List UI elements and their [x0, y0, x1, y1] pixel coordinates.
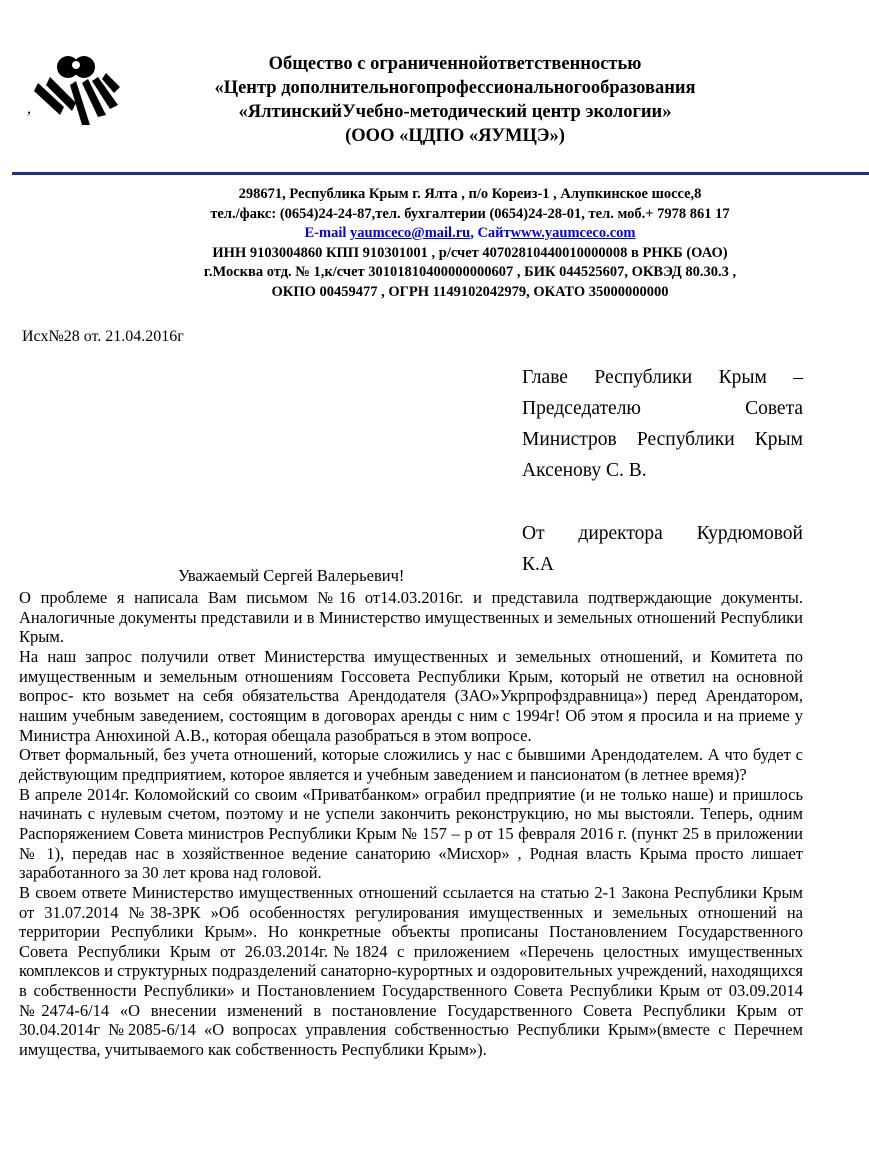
body-paragraph: О проблеме я написала Вам письмом №16 от14.03.2016г. и представила подтверждающие документы. Аналогичные документы представили и в Министерство имущественных и земельных отношений Республики Крым.	[19, 588, 803, 647]
bank-line: г.Москва отд. № 1,к/счет 30101810400000000607 , БИК 044525607, ОКВЭД 80.30.3 ,	[203, 264, 737, 280]
org-line: «Центр дополнительногопрофессиональногообразования	[214, 78, 696, 98]
addressee-line: Главе Республики Крым –	[522, 367, 803, 388]
addressee-block	[522, 362, 803, 580]
email-prefix: E-mail	[304, 225, 350, 241]
body-paragraph: В своем ответе Министерство имущественных отношений ссылается на статью 2-1 Закона Республики Крым от 31.07.2014 №38-ЗРК »Об особенностях регулирования имущественных и земельных отношений на территории Республики Крым». Но конкретные объекты прописаны Постановлением Государственного Совета Республики Крым от 26.03.2014г.№1824 с приложением «Перечень целостных имущественных комплексов и структурных подразделений санаторно-курортных и оздоровительных учреждений, находящихся в собственности Республики» и Постановлением Государственного Совета Республики Крым от 03.09.2014 №2474-6/14 «О внесении изменений в постановление Государственного Совета Республики Крым от 30.04.2014г №2085-6/14 «О вопросах управления собственностью Республики Крым»(вместе с Перечнем имущества, учитываемого как собственность Республики Крым»).	[19, 882, 803, 1060]
letter-body	[19, 588, 803, 1060]
logo-icon	[30, 55, 120, 125]
codes-line: ОКПО 00459477 , ОГРН 1149102042979, ОКАТО 35000000000	[271, 283, 669, 300]
body-paragraph: Ответ формальный, без учета отношений, которые сложились у нас с бывшими Арендодателем. А что будет с действующим предприятием, которое является и учебным заведением и пансионатом (в летнее время)?	[19, 745, 803, 784]
sender-line: К.А	[522, 554, 554, 575]
body-paragraph: На наш запрос получили ответ Министерства имущественных и земельных отношений, и Комитета по имущественным и земельным отношениям Госсовета Республики Крым, который не ответил на основной вопрос- кто возьмет на себя обязательства Арендодателя (ЗАО»Укрпрофздравница») перед Арендатором, нашим учебным заведением, состоящим в договорах аренды с ним с 1994г! Об этом я просила и на приеме у Министра Анюхиной А.В., которая обещала разобраться в этом вопросе.	[19, 646, 803, 745]
addressee-line: Министров Республики Крым	[522, 429, 803, 450]
phones-line: тел./факс: (0654)24-24-87,тел. бухгалтерии (0654)24-28-01, тел. моб.+ 7978 861 17	[210, 205, 730, 222]
contact-block	[100, 185, 840, 302]
email-link[interactable]: yaumceco@mail.ru	[350, 225, 471, 241]
website-link[interactable]: www.yaumceco.com	[510, 225, 636, 241]
org-line: (ООО «ЦДПО «ЯУМЦЭ»)	[345, 126, 565, 146]
email-site-line	[100, 224, 840, 244]
addressee-line: Аксенову С. В.	[522, 460, 647, 481]
sender-line: От директора Курдюмовой	[522, 523, 803, 544]
company-logo	[30, 55, 120, 125]
organization-name	[150, 52, 760, 148]
site-prefix: , Сайт	[470, 225, 511, 241]
salutation: Уважаемый Сергей Валерьевич!	[178, 566, 405, 585]
addressee-line: Председателю Совета	[522, 398, 803, 419]
org-line: Общество с ограниченнойответственностью	[268, 54, 642, 74]
header-divider	[12, 172, 869, 175]
body-paragraph: В апреле 2014г. Коломойский со своим «Приватбанком» ограбил предприятие (и не только наше) и пришлось начинать с нулевым счетом, поэтому и не успели закончить реконструкцию, но мы выстояли. Теперь, одним Распоряжением Совета министров Республики Крым № 157 – р от 15 февраля 2016 г. (пункт 25 в приложении № 1), передав нас в хозяйственное ведение санаторию «Мисхор» , Родная власть Крыма просто лишает заработанного за 30 лет крова над головой.	[19, 784, 803, 883]
outgoing-reference: Исх№28 от. 21.04.2016г	[22, 328, 184, 345]
org-line: «ЯлтинскийУчебно-методический центр экологии»	[238, 102, 672, 122]
inn-line: ИНН 9103004860 КПП 910301001 , р/счет 40702810440010000008 в РНКБ (ОАО)	[212, 244, 728, 261]
address-line: 298671, Республика Крым г. Ялта , п/о Кореиз-1 , Алупкинское шоссе,8	[238, 186, 702, 202]
stray-comma: ,	[27, 100, 31, 117]
